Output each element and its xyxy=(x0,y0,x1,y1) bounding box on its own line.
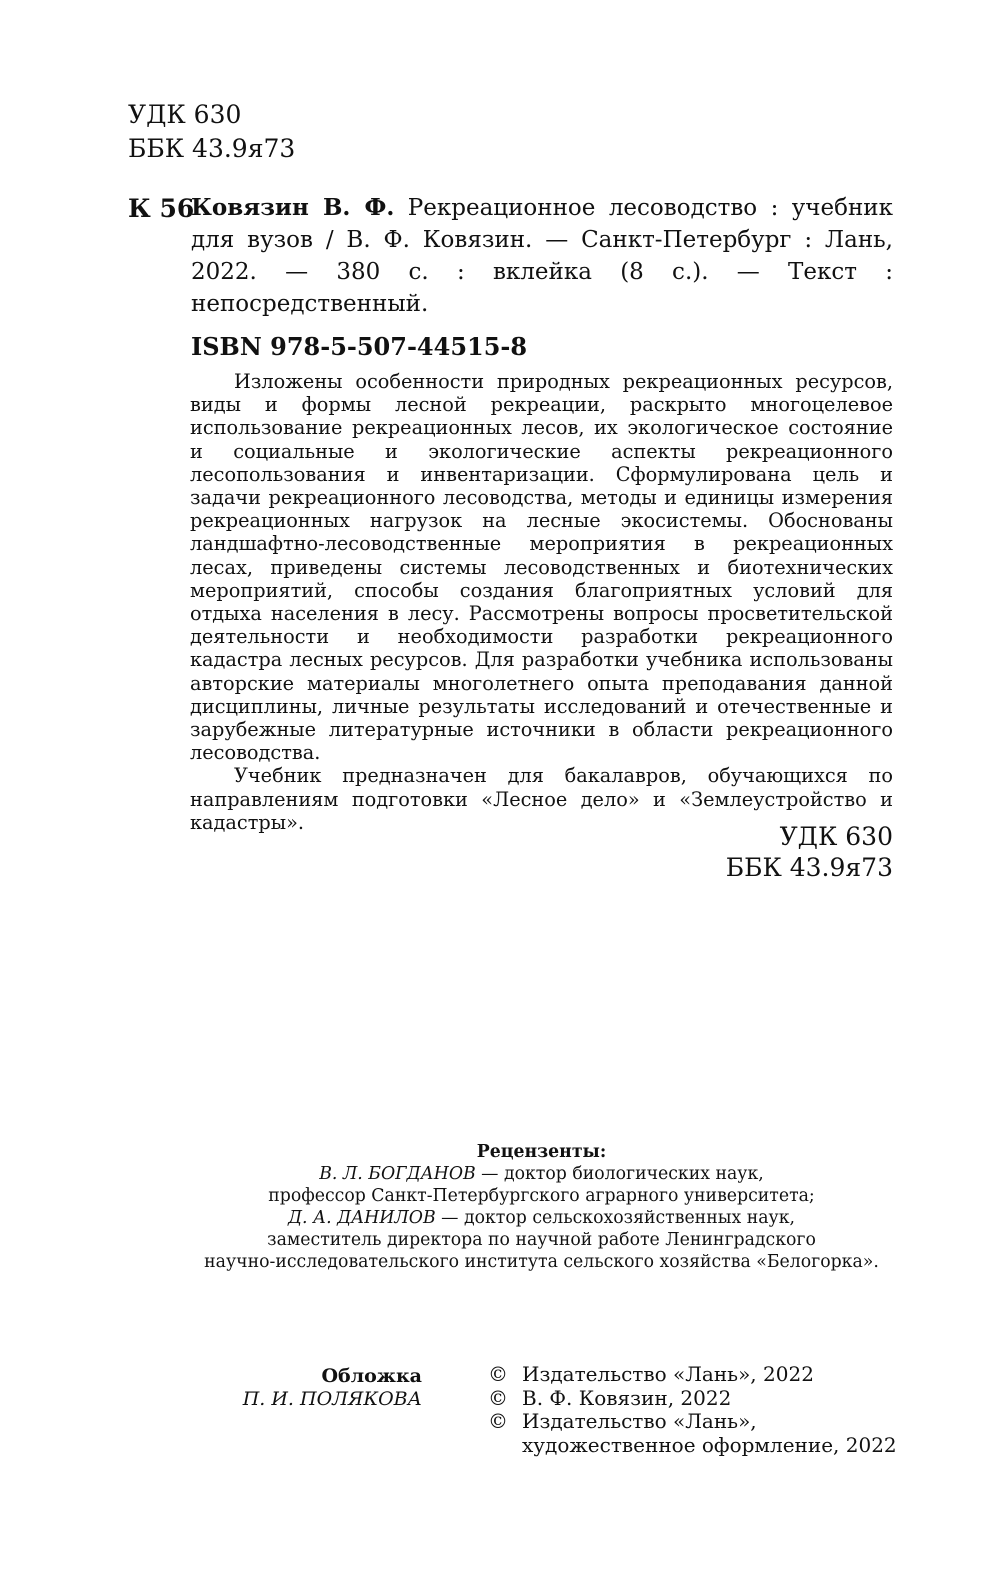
bibliographic-entry xyxy=(128,192,893,364)
copyright-block xyxy=(488,1363,898,1457)
cover-credit xyxy=(200,1365,422,1411)
reviewer-title: — доктор сельскохозяйственных наук, xyxy=(435,1208,795,1228)
reviewer-title: — доктор биологических наук, xyxy=(475,1164,764,1184)
reviewer-affiliation: научно-исследовательского института сельского хозяйства «Белогорка». xyxy=(204,1252,879,1272)
bbk-code: ББК 43.9я73 xyxy=(725,853,893,882)
cover-designer: П. И. ПОЛЯКОВА xyxy=(242,1388,422,1410)
copyright-line xyxy=(488,1410,898,1434)
reviewer-name: В. Л. БОГДАНОВ xyxy=(319,1164,476,1184)
author-mark: К 56 xyxy=(128,194,195,223)
copyright-line xyxy=(488,1363,898,1387)
citation-description: Рекреационное лесоводство : учебник для вузов / В. Ф. Ковязин. — Санкт-Петербург : Лань, 2022. — 380 с. : вклейка (8 с.). — Текст : непосредственный. xyxy=(191,195,893,317)
citation xyxy=(191,192,893,320)
citation-author: Ковязин В. Ф. xyxy=(191,194,395,221)
udk-code: УДК 630 xyxy=(128,100,242,129)
copyright-holder: Издательство «Лань», 2022 xyxy=(522,1362,814,1386)
cover-label: Обложка xyxy=(321,1365,422,1387)
reviewers-heading: Рецензенты: xyxy=(476,1142,607,1162)
annotation-paragraph: Изложены особенности природных рекреационных ресурсов, виды и формы лесной рекреации, раскрыто многоцелевое использование рекреационных лесов, их экологическое состояние и социальные и экологические аспекты рекреационного лесопользования и инвентаризации. Сформулирована цель и задачи рекреационного лесоводства, методы и единицы измерения рекреационных нагрузок на лесные экосистемы. Обоснованы ландшафтно-лесоводственные мероприятия в рекреационных лесах, приведены системы лесоводственных и биотехнических мероприятий, способы создания благоприятных условий для отдыха населения в лесу. Рассмотрены вопросы просветительской деятельности и необходимости разработки рекреационного кадастра лесных ресурсов. Для разработки учебника использованы авторские материалы многолетнего опыта преподавания данной дисциплины, личные результаты исследований и отечественные и зарубежные литературные источники в области рекреационного лесоводства. xyxy=(190,370,893,765)
copyright-line xyxy=(488,1387,898,1411)
isbn: ISBN 978-5-507-44515-8 xyxy=(191,332,528,361)
reviewer-line xyxy=(190,1163,893,1185)
copyright-symbol: © xyxy=(488,1385,508,1410)
reviewers-block xyxy=(190,1141,893,1273)
bbk-code: ББК 43.9я73 xyxy=(128,134,296,163)
reviewer-line xyxy=(190,1207,893,1229)
copyright-symbol: © xyxy=(488,1409,508,1433)
annotation-paragraph: Учебник предназначен для бакалавров, обучающихся по направлениям подготовки «Лесное дело» и «Землеустройство и кадастры». xyxy=(190,764,893,834)
classification-codes-top xyxy=(128,98,295,166)
copyright-holder: Издательство «Лань», xyxy=(522,1409,757,1433)
reviewer-affiliation: заместитель директора по научной работе Ленинградского xyxy=(267,1230,816,1250)
copyright-holder: В. Ф. Ковязин, 2022 xyxy=(522,1385,732,1410)
copyright-continuation: художественное оформление, 2022 xyxy=(522,1432,897,1457)
udk-code: УДК 630 xyxy=(779,822,893,851)
reviewer-affiliation: профессор Санкт-Петербургского аграрного университета; xyxy=(268,1186,815,1206)
copyright-symbol: © xyxy=(488,1362,508,1386)
annotation xyxy=(190,370,893,834)
classification-codes-bottom xyxy=(726,821,893,883)
reviewer-name: Д. А. ДАНИЛОВ xyxy=(288,1208,436,1228)
